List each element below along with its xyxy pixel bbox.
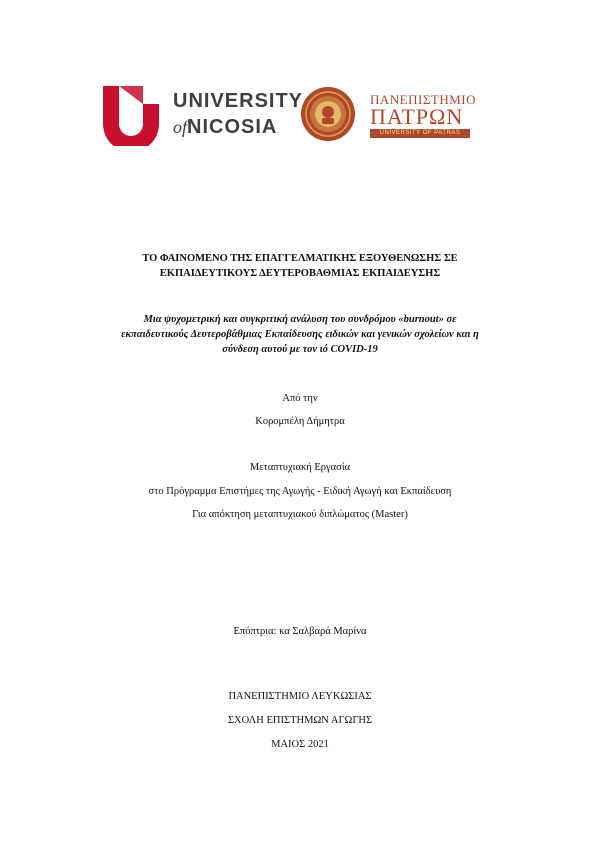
thesis-subtitle (60, 312, 540, 357)
submission-date: ΜΑΙΟΣ 2021 (271, 739, 329, 750)
patras-logo-line1: ΠΑΝΕΠΙΣΤΗΜΙΟ (370, 92, 476, 107)
thesis-subtitle-line3: σύνδεση αυτού με τον ιό COVID-19 (222, 344, 378, 355)
work-type: Μεταπτυχιακή Εργασία (249, 462, 351, 473)
university-of-patras-logo (300, 86, 480, 142)
university-of-nicosia-logo (103, 86, 304, 148)
unic-logo-line2 (173, 116, 277, 139)
by-label: Από την (282, 393, 318, 404)
thesis-title-line2: ΕΚΠΑΙΔΕΥΤΙΚΟΥΣ ΔΕΥΤΕΡΟΒΑΘΜΙΑΣ ΕΚΠΑΙΔΕΥΣΗΣ (159, 268, 441, 279)
program-name: στο Πρόγραμμα Επιστήμες της Αγωγής - Ειδική Αγωγή και Εκπαίδευση (148, 486, 452, 497)
thesis-title-line1: ΤΟ ΦΑΙΝΟΜΕΝΟ ΤΗΣ ΕΠΑΓΓΕΛΜΑΤΙΚΗΣ ΕΞΟΥΘΕΝΩΣΗΣ ΣΕ (142, 253, 458, 264)
patras-logo-line2: ΠΑΤΡΩΝ (370, 104, 464, 129)
patras-seal-icon (300, 86, 356, 142)
unic-logo-of: of (173, 117, 188, 137)
school-name: ΣΧΟΛΗ ΕΠΙΣΤΗΜΩΝ ΑΓΩΓΗΣ (227, 715, 373, 726)
supervisor: Επόπτρια: κα Σαλβαρά Μαρίνα (233, 626, 367, 637)
university-name: ΠΑΝΕΠΙΣΤΗΜΙΟ ΛΕΥΚΩΣΙΑΣ (228, 691, 372, 702)
thesis-title (60, 251, 540, 281)
degree-purpose: Για απόκτηση μεταπτυχιακού διπλώματος (Master) (192, 509, 408, 520)
unic-logo-mark-icon (103, 86, 159, 146)
author-name: Κορομπέλη Δήμητρα (255, 416, 345, 427)
patras-logo-line3: UNIVERSITY OF PATRAS (370, 129, 470, 138)
unic-logo-nicosia: NICOSIA (187, 116, 278, 138)
unic-logo-line1: UNIVERSITY (173, 90, 304, 112)
thesis-subtitle-line2: εκπαιδευτικούς Δευτεροβάθμιας Εκπαίδευσης ειδικών και γενικών σχολείων και η (121, 329, 479, 340)
thesis-subtitle-line1: Μια ψυχομετρική και συγκριτική ανάλυση του συνδρόμου «burnout» σε (143, 314, 457, 325)
